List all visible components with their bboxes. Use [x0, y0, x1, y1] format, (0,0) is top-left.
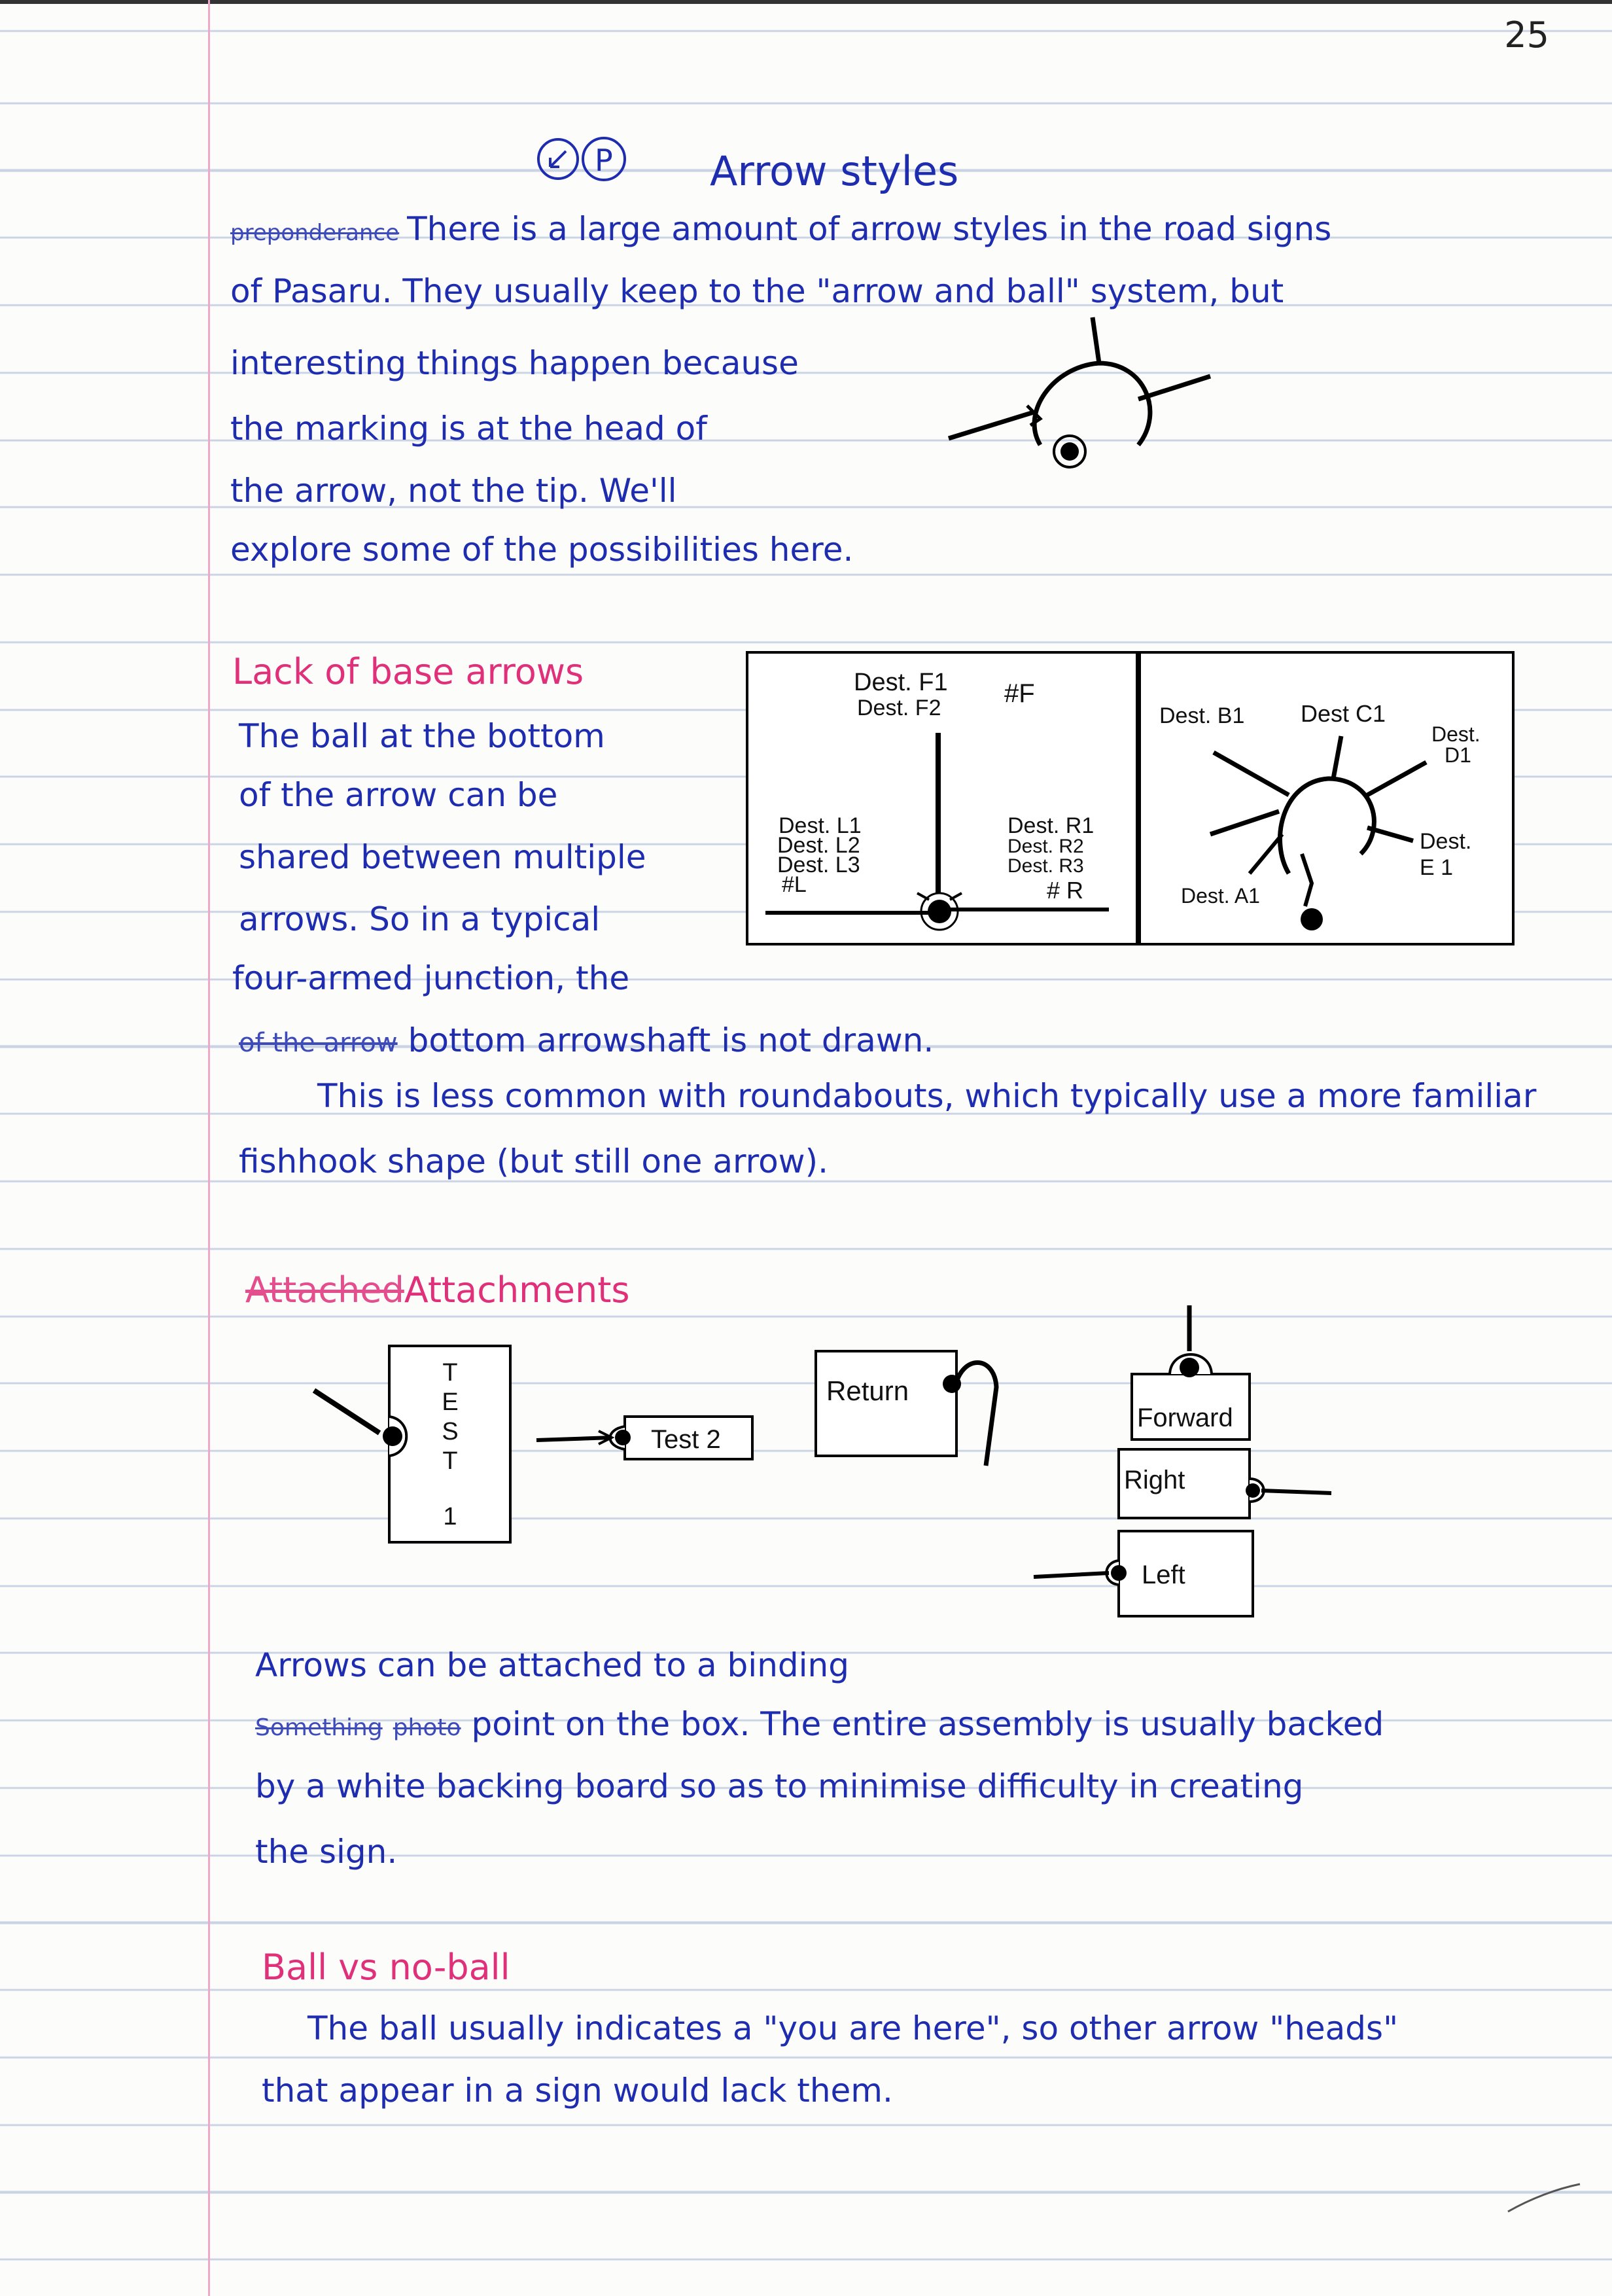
intro-line: the marking is at the head of: [230, 410, 707, 448]
return-sign: [815, 1341, 1011, 1472]
test1-letter: T: [442, 1359, 458, 1386]
dest-b1-label: Dest. B1: [1159, 703, 1245, 728]
intro-line: explore some of the possibilities here.: [230, 531, 854, 569]
intro-line: of Pasaru. They usually keep to the "arrow and ball" system, but: [230, 272, 1284, 310]
test2-label: Test 2: [651, 1425, 721, 1454]
tag-r-label: # R: [1047, 877, 1084, 904]
dest-l3-label: Dest. L3: [777, 853, 860, 877]
page-edge: [0, 0, 1612, 4]
body-line: Arrows can be attached to a binding: [255, 1646, 849, 1684]
body-line: This is less common with roundabouts, which typically use a more familiar: [317, 1077, 1537, 1115]
struck-word: preponderance: [230, 220, 400, 246]
return-label: Return: [826, 1375, 909, 1406]
test1-letter: S: [442, 1418, 459, 1445]
dest-a1-label: Dest. A1: [1181, 884, 1260, 908]
right-label: Right: [1124, 1466, 1185, 1494]
svg-text:P: P: [595, 143, 613, 178]
body-text: point on the box. The entire assembly is usually backed: [471, 1705, 1384, 1743]
dest-r2-label: Dest. R2: [1008, 836, 1084, 857]
dest-c1-label: Dest C1: [1301, 700, 1386, 727]
page-number: 25: [1504, 14, 1549, 56]
tag-f-label: #F: [1004, 679, 1035, 708]
body-line: [255, 1705, 1384, 1743]
intro-line: interesting things happen because: [230, 344, 799, 382]
body-line: shared between multiple: [239, 838, 646, 876]
dest-r3-label: Dest. R3: [1008, 855, 1084, 877]
intro-line: the arrow, not the tip. We'll: [230, 472, 677, 510]
test1-letter: E: [442, 1388, 459, 1416]
body-line: of the arrow can be: [239, 776, 558, 814]
body-line: The ball at the bottom: [239, 717, 605, 755]
pen-mark: [1505, 2179, 1583, 2218]
body-text: bottom arrowshaft is not drawn.: [408, 1021, 934, 1059]
left-label: Left: [1142, 1561, 1185, 1589]
heading-text: Attachments: [404, 1269, 630, 1311]
dest-f2-label: Dest. F2: [857, 696, 941, 720]
struck-word: of the arrow: [239, 1028, 398, 1058]
tag-l-label: #L: [782, 872, 807, 897]
body-line: [239, 1021, 934, 1059]
test2-sign: [533, 1410, 759, 1469]
struck-word: Something: [255, 1714, 383, 1741]
body-line: fishhook shape (but still one arrow).: [239, 1142, 828, 1180]
body-line: four-armed junction, the: [232, 959, 630, 997]
struck-heading: Attached: [245, 1269, 404, 1311]
dest-d-label: Dest.: [1431, 722, 1481, 746]
fishhook-arrow-sketch: [942, 314, 1230, 478]
dest-d1-label: D1: [1445, 743, 1471, 767]
body-line: the sign.: [255, 1833, 398, 1871]
body-line: arrows. So in a typical: [239, 900, 601, 938]
junction-diagram: [746, 651, 1138, 945]
test1-sign: [307, 1345, 523, 1547]
section-heading: Lack of base arrows: [232, 651, 584, 692]
test1-letter: 1: [443, 1503, 457, 1530]
body-line: The ball usually indicates a "you are here", so other arrow "heads": [307, 2009, 1399, 2047]
page-title: Arrow styles: [710, 147, 959, 195]
section-heading: [245, 1269, 630, 1311]
title-symbol-icon: [533, 134, 644, 193]
dest-f1-label: Dest. F1: [854, 669, 948, 696]
roundabout-diagram: [1138, 651, 1515, 945]
forward-label: Forward: [1137, 1404, 1233, 1432]
margin-line: [208, 0, 210, 2296]
dest-l2-label: Dest. L2: [777, 833, 860, 858]
section-heading: Ball vs no-ball: [262, 1947, 510, 1988]
intro-line: [230, 210, 1332, 248]
body-line: that appear in a sign would lack them.: [262, 2072, 893, 2110]
dest-e-label: Dest.: [1420, 829, 1472, 854]
dest-r1-label: Dest. R1: [1008, 813, 1095, 838]
dest-l1-label: Dest. L1: [779, 813, 862, 838]
dest-e1-label: E 1: [1420, 855, 1454, 880]
body-line: by a white backing board so as to minimise difficulty in creating: [255, 1767, 1304, 1805]
intro-text: There is a large amount of arrow styles in the road signs: [407, 210, 1332, 248]
direction-stack-signs: [1021, 1302, 1348, 1629]
test1-letter: T: [442, 1447, 458, 1475]
struck-word: photo: [393, 1714, 461, 1741]
